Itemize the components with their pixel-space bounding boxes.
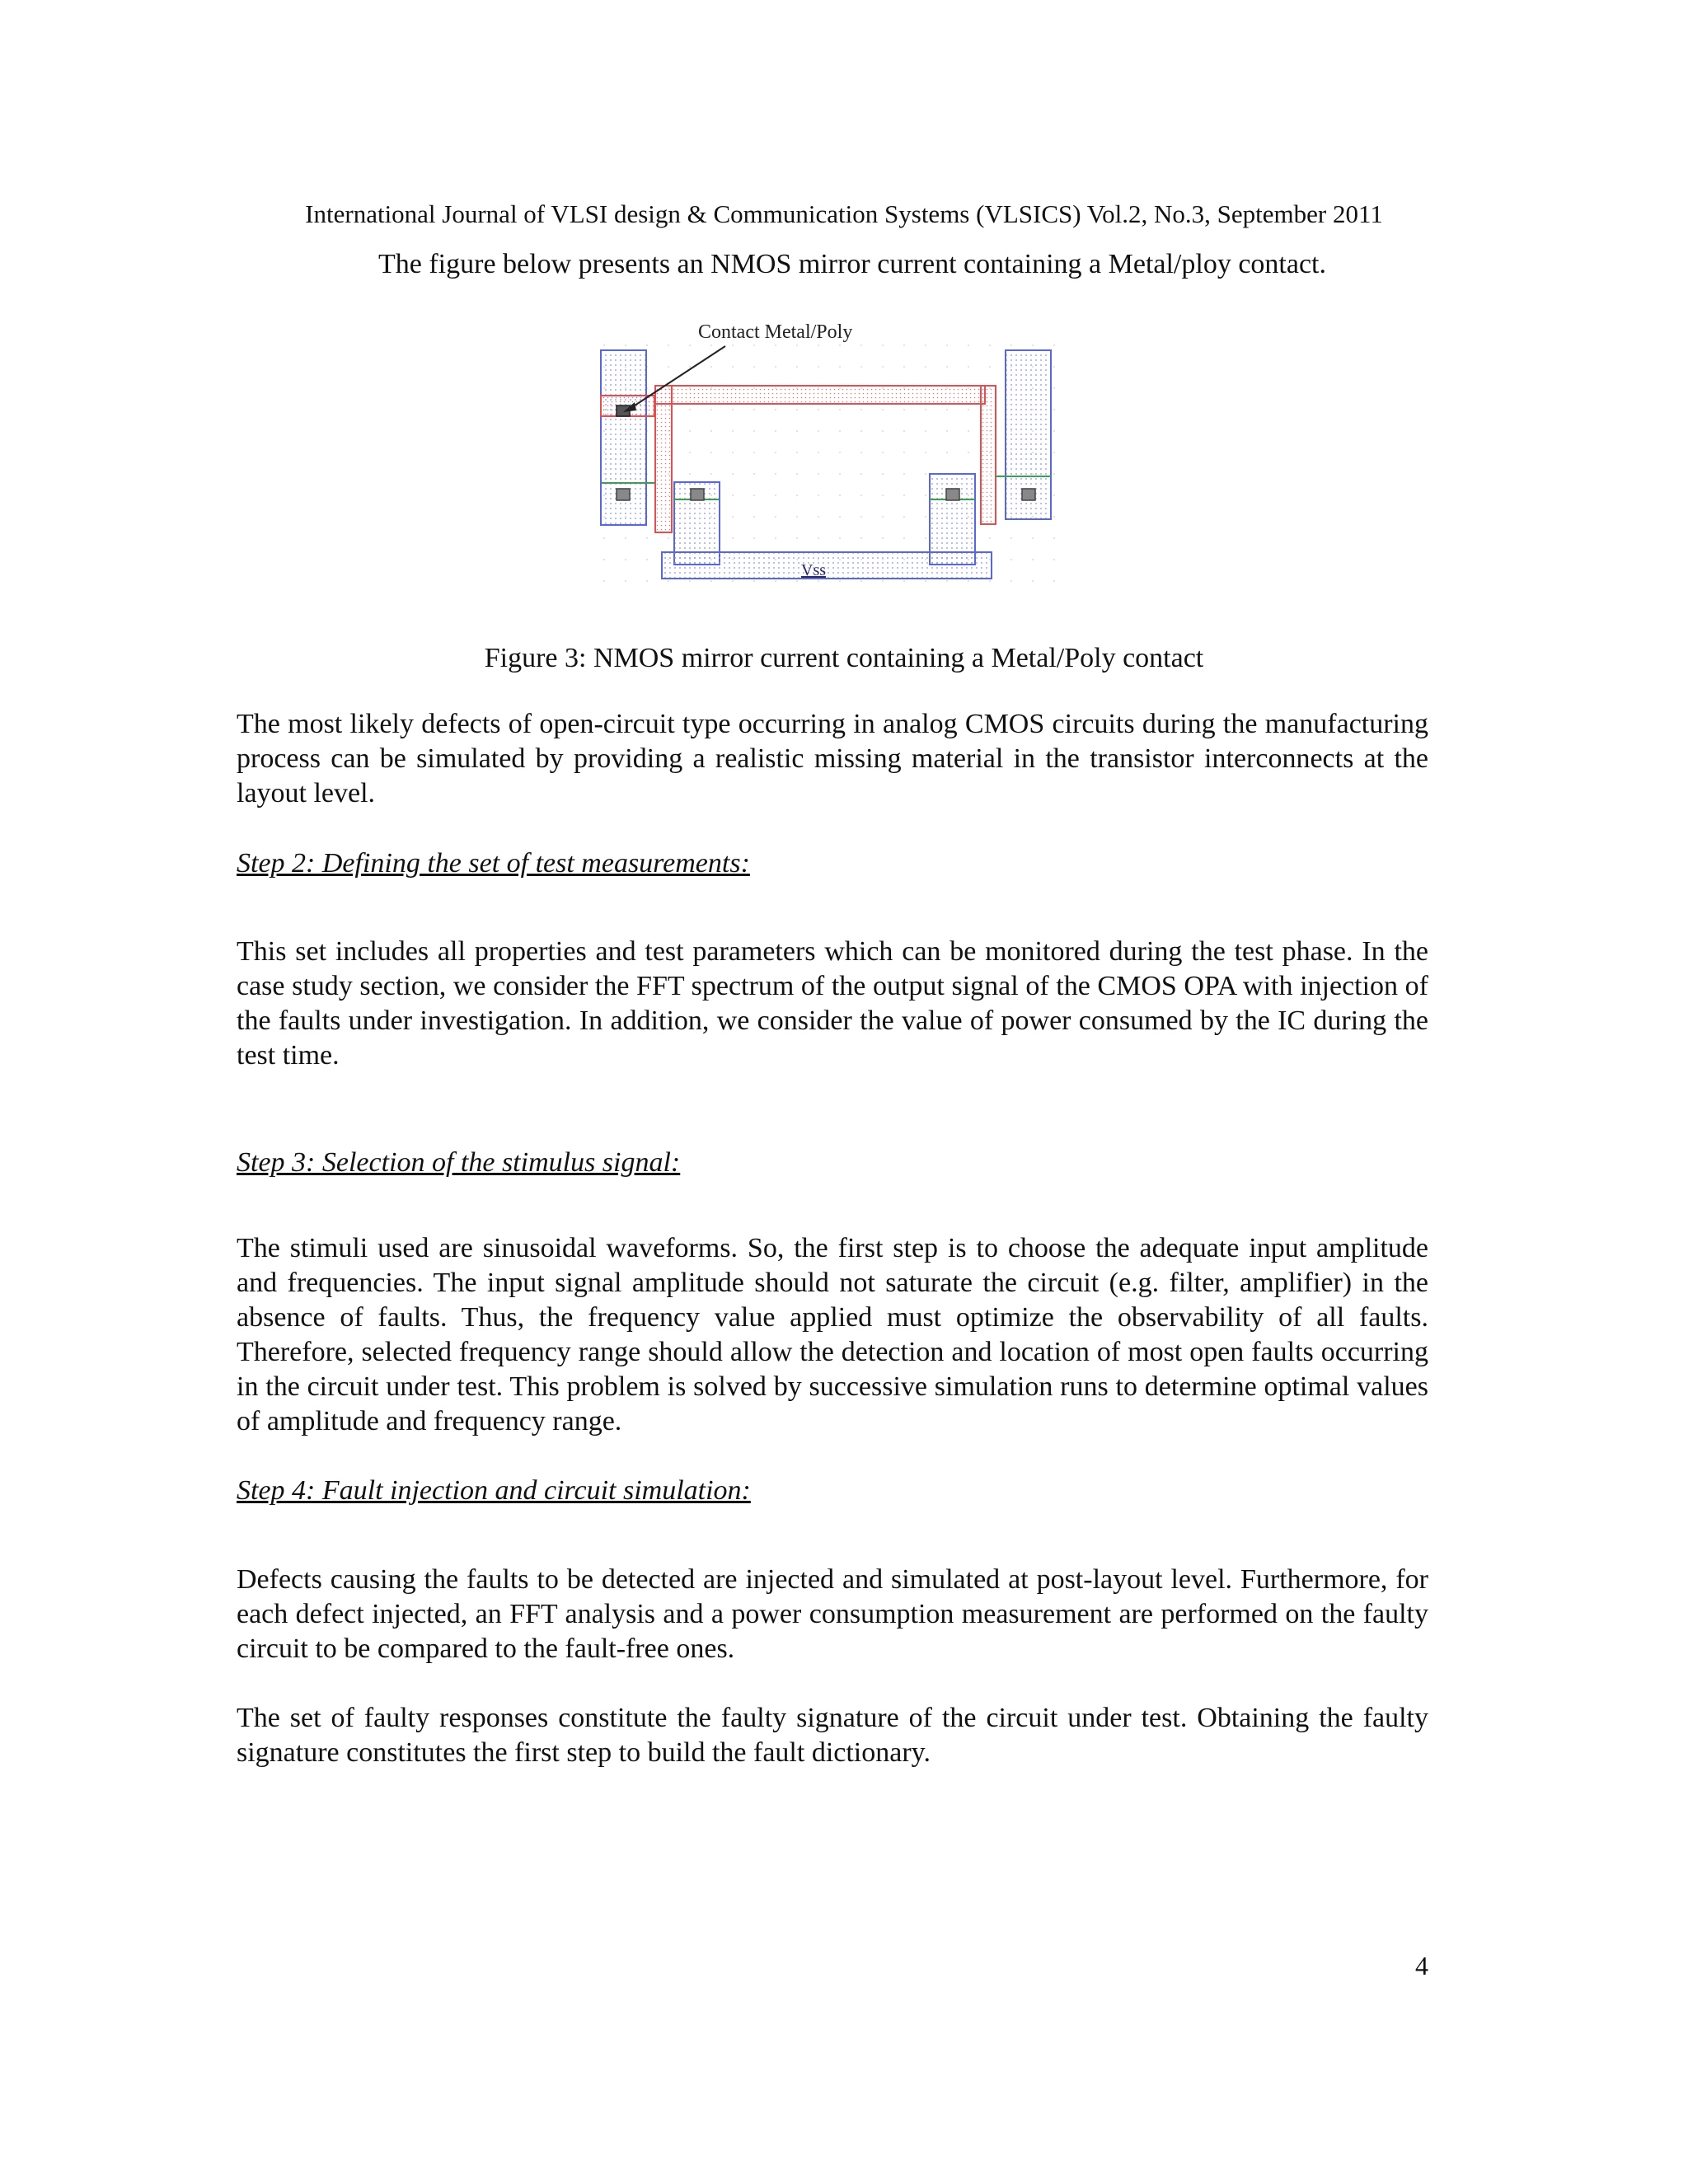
top-poly-bar (655, 386, 985, 404)
vss-label: Vss (801, 561, 827, 579)
layout-figure (593, 313, 1059, 585)
contact-1 (617, 489, 630, 500)
journal-header: International Journal of VLSI design & Communication Systems (VLSICS) Vol.2, No.3, September 2011 (305, 199, 1383, 228)
paragraph-test-measurements: This set includes all properties and test parameters which can be monitored during the test phase. In the case study section, we consider the FFT spectrum of the output signal of the CMOS OPA with injection of the faults under investigation. In addition, we consider the value of power consumed by the IC during the test time. (237, 936, 1428, 1071)
contact-2 (691, 489, 704, 500)
left-poly-gate (655, 386, 672, 532)
nmos-layout-drawing (593, 313, 1059, 585)
right-inner-metal (930, 474, 975, 565)
contact-label: Contact Metal/Poly (698, 321, 853, 343)
paragraph-open-circuit: The most likely defects of open-circuit type occurring in analog CMOS circuits during the manufacturing process can be simulated by providing a realistic missing material in the transistor interconnects at the layout level. (237, 709, 1428, 808)
intro-sentence: The figure below presents an NMOS mirror current containing a Metal/ploy contact. (378, 249, 1326, 279)
vss-metal-bar (662, 552, 992, 579)
paragraph-stimulus: The stimuli used are sinusoidal waveforms. So, the first step is to choose the adequate input amplitude and frequencies. The input signal amplitude should not saturate the circuit (e.g. filter, amplifier) in the absence of faults. Thus, the frequency value applied must optimize the observability of all faults. Therefore, selected frequency range should allow the detection and location of most open faults occurring in the circuit under test. This problem is solved by successive simulation runs to determine optimal values of amplitude and frequency range. (237, 1233, 1428, 1436)
step-3-heading: Step 3: Selection of the stimulus signal: (237, 1147, 681, 1178)
paragraph-faulty-signature: The set of faulty responses constitute the faulty signature of the circuit under test. Obtaining the faulty signature constitutes the first step to build the fault dictionary. (237, 1703, 1428, 1768)
step-2-heading: Step 2: Defining the set of test measurements: (237, 848, 750, 879)
paragraph-fault-injection: Defects causing the faults to be detected are injected and simulated at post-layout level. Furthermore, for each defect injected, an FFT analysis and a power consumption measurement are performed on the faulty circuit to be compared to the fault-free ones. (237, 1564, 1428, 1664)
figure-caption: Figure 3: NMOS mirror current containing a Metal/Poly contact (484, 643, 1204, 673)
contact-4 (1022, 489, 1035, 500)
right-poly-gate (981, 386, 996, 524)
contact-3 (946, 489, 959, 500)
page-number: 4 (1415, 1951, 1428, 1980)
step-4-heading: Step 4: Fault injection and circuit simulation: (237, 1475, 751, 1506)
